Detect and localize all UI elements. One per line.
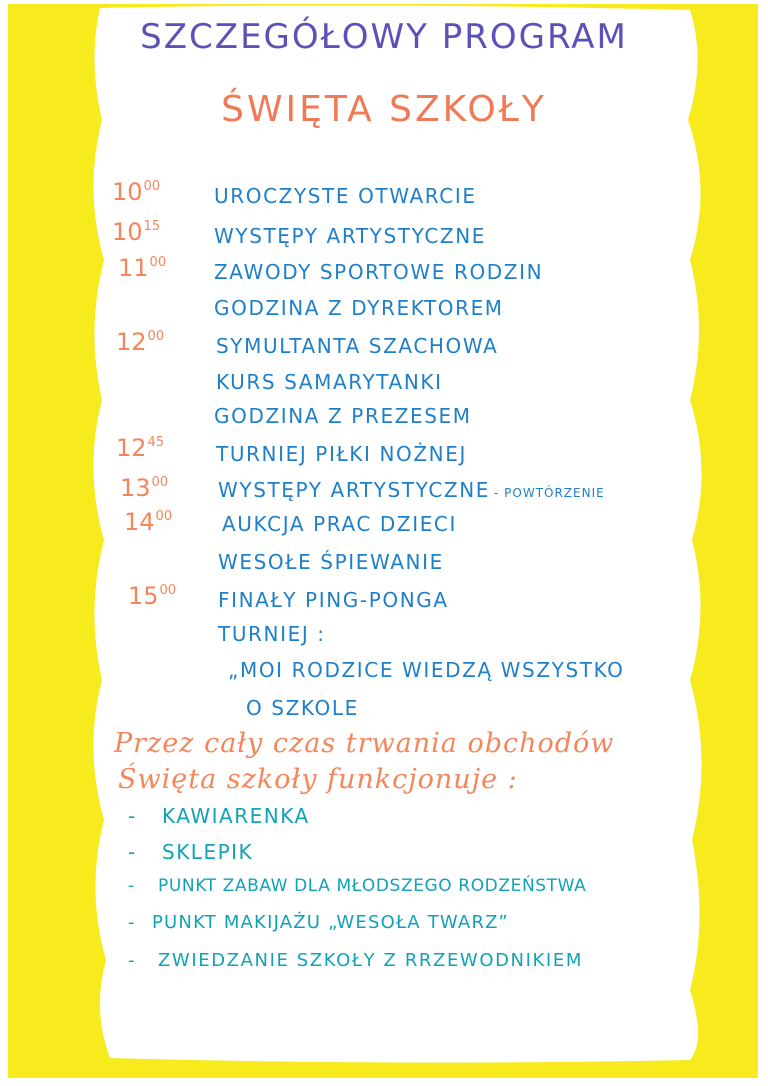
time-1100: $11^{00}$ <box>118 254 167 282</box>
poster-title: SZCZEGÓŁOWY PROGRAM <box>140 17 628 57</box>
services-intro-line2: Święta szkoły funkcjonuje : <box>118 764 518 795</box>
event-wystepy-powtorzenie: WYSTĘPY ARTYSTYCZNE - POWTÓRZENIE <box>218 478 605 502</box>
time-1500: $15^{00}$ <box>128 582 177 610</box>
event-moi-rodzice: „MOI RODZICE WIEDZĄ WSZYSTKO <box>228 658 625 682</box>
event-wystepy-artystyczne: WYSTĘPY ARTYSTYCZNE <box>214 224 486 248</box>
service-item: - ZWIEDZANIE SZKOŁY Z RRZEWODNIKIEM <box>128 950 583 971</box>
time-1000: $10^{00}$ <box>112 178 161 206</box>
event-symultanta-szachowa: SYMULTANTA SZACHOWA <box>216 334 499 358</box>
time-1015: $10^{15}$ <box>112 218 161 246</box>
services-intro-line1: Przez cały czas trwania obchodów <box>114 728 615 759</box>
service-item: - PUNKT MAKIJAŻU „WESOŁA TWARZ” <box>128 912 509 933</box>
event-aukcja-prac-dzieci: AUKCJA PRAC DZIECI <box>222 512 457 536</box>
event-turniej-pilki-noznej: TURNIEJ PIŁKI NOŻNEJ <box>216 442 467 466</box>
event-turniej: TURNIEJ : <box>218 622 326 646</box>
time-1300: $13^{00}$ <box>120 474 169 502</box>
service-item: - KAWIARENKA <box>128 804 310 828</box>
time-1200: $12^{00}$ <box>116 328 165 356</box>
event-note-powtorzenie: - POWTÓRZENIE <box>494 486 605 500</box>
time-1400: $14^{00}$ <box>124 508 173 536</box>
poster-subtitle: ŚWIĘTA SZKOŁY <box>221 89 547 130</box>
service-item: - SKLEPIK <box>128 840 254 864</box>
event-kurs-samarytanki: KURS SAMARYTANKI <box>216 370 443 394</box>
event-o-szkole: O SZKOLE <box>246 696 359 720</box>
event-godzina-z-prezesem: GODZINA Z PREZESEM <box>214 404 472 428</box>
time-1245: $12^{45}$ <box>116 434 165 462</box>
event-zawody-sportowe: ZAWODY SPORTOWE RODZIN <box>214 260 544 284</box>
event-wesole-spiewanie: WESOŁE ŚPIEWANIE <box>218 550 444 574</box>
service-item: - PUNKT ZABAW DLA MŁODSZEGO RODZEŃSTWA <box>128 876 587 896</box>
event-godzina-z-dyrektorem: GODZINA Z DYREKTOREM <box>214 296 504 320</box>
event-uroczyste-otwarcie: UROCZYSTE OTWARCIE <box>214 184 477 208</box>
event-finaly-ping-ponga: FINAŁY PING-PONGA <box>218 588 449 612</box>
